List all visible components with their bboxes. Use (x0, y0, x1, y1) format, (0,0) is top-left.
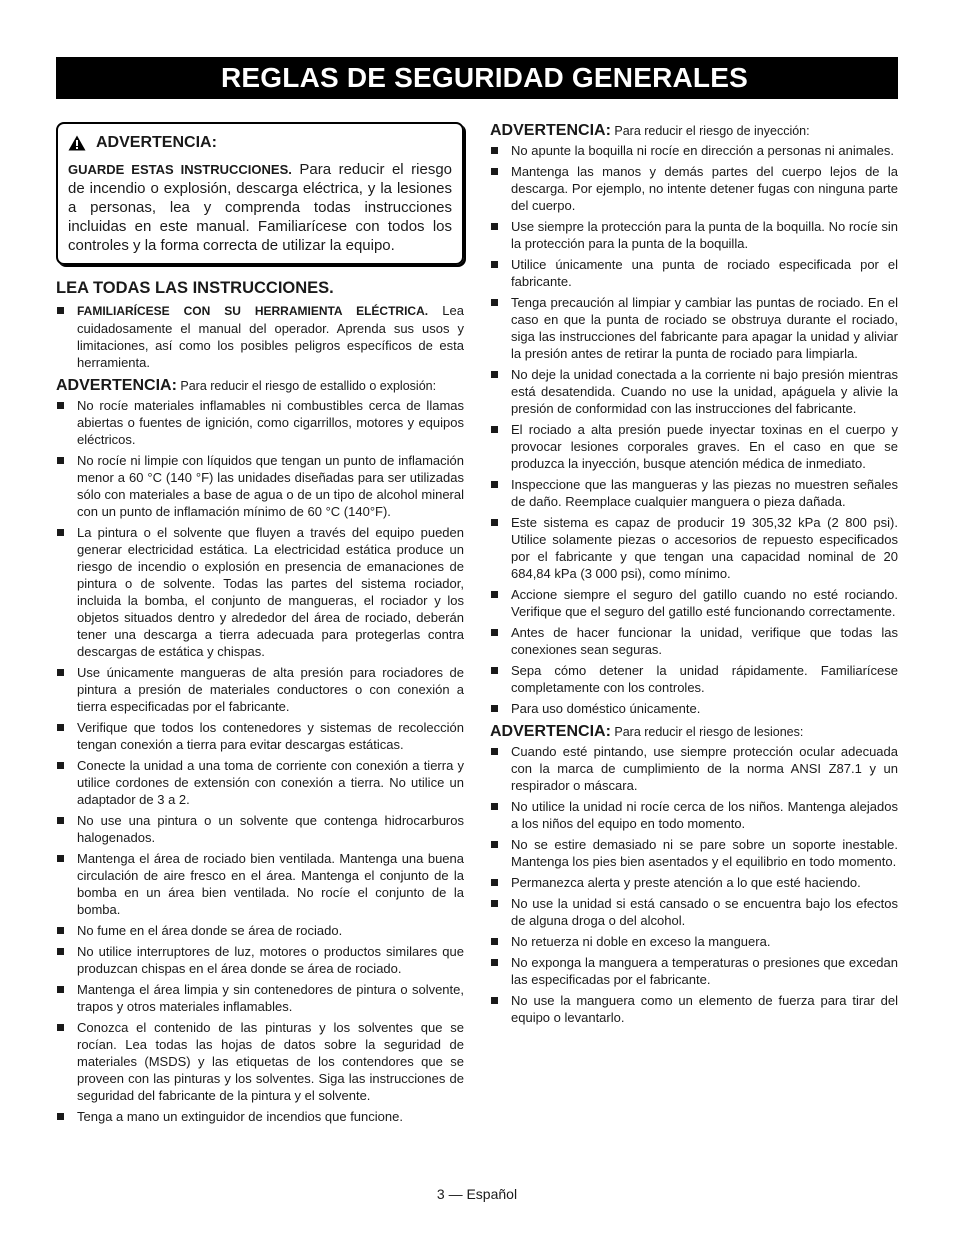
list-item: No retuerza ni doble en exceso la manguera. (490, 933, 898, 950)
explosion-warning-list (56, 397, 464, 1125)
warning-triangle-icon (68, 135, 86, 151)
list-item: No utilice la unidad ni rocíe cerca de los niños. Mantenga alejados a los niños del equipo en todo momento. (490, 798, 898, 832)
list-item: No use la manguera como un elemento de fuerza para tirar del equipo o levantarlo. (490, 992, 898, 1026)
page-footer: 3 — Español (436, 1186, 518, 1202)
warning-label: ADVERTENCIA: (56, 377, 177, 394)
warning-label: ADVERTENCIA: (490, 723, 611, 740)
list-item: No se estire demasiado ni se pare sobre un soporte inestable. Mantenga los pies bien asentados y el equilibrio en todo momento. (490, 836, 898, 870)
list-item: Este sistema es capaz de producir 19 305,32 kPa (2 800 psi). Utilice solamente piezas o accesorios de repuesto especificados por el fabricante y que tengan una capacidad nominal de 20 684,84 kPa (3 000 psi), como mínimo. (490, 514, 898, 582)
warning-box-text (68, 160, 452, 255)
list-item: Permanezca alerta y preste atención a lo que esté haciendo. (490, 874, 898, 891)
list-item: Conecte la unidad a una toma de corriente con conexión a tierra y utilice cordones de extensión con conexión a tierra. No utilice un adaptador de 3 a 2. (56, 757, 464, 808)
warning-box-body: Para reducir el riesgo de incendio o explosión, descarga eléctrica, y la lesiones a personas, lea y comprenda todas instrucciones incluidas en este manual. Familiarícese con todos los controles y la forma correcta de utilizar la equipo. (68, 161, 453, 254)
list-item: No utilice interruptores de luz, motores o productos similares que produzcan chispas en el área donde se área de rociado. (56, 943, 464, 977)
list-item-lead: FAMILIARÍCESE CON SU HERRAMIENTA ELÉCTRICA. (77, 304, 429, 318)
page-title: REGLAS DE SEGURIDAD GENERALES (221, 62, 748, 93)
list-item: Tenga a mano un extinguidor de incendios que funcione. (56, 1108, 464, 1125)
list-item: Use únicamente mangueras de alta presión para rociadores de pintura a presión de materiales conductores o con conexión a tierra especificadas por el fabricante. (56, 664, 464, 715)
read-all-heading: LEA TODAS LAS INSTRUCCIONES. (56, 279, 334, 297)
injection-warning-list (490, 142, 898, 717)
warning-box-header (68, 134, 452, 152)
list-item: Verifique que todos los contenedores y sistemas de recolección tengan conexión a tierra para evitar descargas estáticas. (56, 719, 464, 753)
list-item: La pintura o el solvente que fluyen a través del equipo pueden generar electricidad estática. La electricidad estática produce un riesgo de incendio o explosión en presencia de emanaciones de pintura o de solvente. Todas las partes del sistema rociador, incluida la bomba, el conjunto de mangueras, el rociador y los objetos situados dentro y alrededor del área de rociado, deberán tener una descarga a tierra adecuada para protegerlas contra descargas de estática y chispas. (56, 524, 464, 660)
list-item: Inspeccione que las mangueras y las piezas no muestren señales de daño. Reemplace cualquier manguera o pieza dañada. (490, 476, 898, 510)
list-item: Mantenga las manos y demás partes del cuerpo lejos de la descarga. Por ejemplo, no intente detener fugas con ninguna parte del cuerpo. (490, 163, 898, 214)
warning-box-lead: GUARDE ESTAS INSTRUCCIONES. (68, 162, 292, 177)
list-item: Cuando esté pintando, use siempre protección ocular adecuada con la marca de cumplimiento de la norma ANSI Z87.1 y un respirador o máscara. (490, 743, 898, 794)
injury-warning-list (490, 743, 898, 1026)
right-column (490, 122, 898, 1030)
list-item: Sepa cómo detener la unidad rápidamente. Familiarícese completamente con los controles. (490, 662, 898, 696)
page-title-banner (56, 57, 898, 99)
list-item: Antes de hacer funcionar la unidad, verifique que todas las conexiones sean seguras. (490, 624, 898, 658)
list-item: No exponga la manguera a temperaturas o presiones que excedan las especificadas por el fabricante. (490, 954, 898, 988)
left-column (56, 122, 464, 1129)
list-item: No use una pintura o un solvente que contenga hidrocarburos halogenados. (56, 812, 464, 846)
injection-warning-heading (490, 122, 898, 140)
list-item: Use siempre la protección para la punta de la boquilla. No rocíe sin la protección para la punta de la boquilla. (490, 218, 898, 252)
list-item: Conozca el contenido de las pinturas y los solventes que se rocían. Lea todas las hojas de datos sobre la seguridad de materiales (MSDS) y las etiquetas de los contendores que se proveen con las pinturas y los solventes. Siga las instrucciones de seguridad del fabricante de la pintura y el solvente. (56, 1019, 464, 1104)
list-item: No deje la unidad conectada a la corriente ni bajo presión mientras está desatendida. Cuando no use la unidad, apáguela y alivie la presión de conformidad con las instrucciones del fabricante. (490, 366, 898, 417)
warning-box (56, 122, 464, 265)
list-item: Tenga precaución al limpiar y cambiar las puntas de rociado. En el caso en que la punta de rociado se obstruya durante el rociado, siga las instrucciones del fabricante para apagar la unidad y aliviar la presión antes de retirar la punta de rociado para limpiarla. (490, 294, 898, 362)
warning-label: ADVERTENCIA: (490, 122, 611, 139)
explosion-warning-heading (56, 377, 464, 395)
list-item-text: Lea cuidadosamente el manual del operador. Aprenda sus usos y limitaciones, así como los posibles peligros específicos de esta herramienta. (77, 303, 464, 370)
list-item: Accione siempre el seguro del gatillo cuando no esté rociando. Verifique que el seguro del gatillo esté funcionando correctamente. (490, 586, 898, 620)
list-item: Para uso doméstico únicamente. (490, 700, 898, 717)
warning-subtitle: Para reducir el riesgo de inyección: (610, 124, 810, 138)
list-item: No rocíe ni limpie con líquidos que tengan un punto de inflamación menor a 60 °C (140 °F) las unidades diseñadas para ser utilizadas sólo con materiales a base de agua o de un tipo de alcohol mineral con un punto de inflamación mínimo de 60 °C (140°F). (56, 452, 464, 520)
list-item (56, 302, 464, 371)
list-item: No fume en el área donde se área de rociado. (56, 922, 464, 939)
list-item: Utilice únicamente una punta de rociado especificada por el fabricante. (490, 256, 898, 290)
injury-warning-heading (490, 723, 898, 741)
read-all-list (56, 302, 464, 371)
list-item: Mantenga el área limpia y sin contenedores de pintura o solvente, trapos y otros materiales inflamables. (56, 981, 464, 1015)
warning-subtitle: Para reducir el riesgo de lesiones: (610, 725, 804, 739)
list-item: El rociado a alta presión puede inyectar toxinas en el cuerpo y provocar lesiones corporales graves. En el caso en que se produzca la inyección, busque atención médica de inmediato. (490, 421, 898, 472)
list-item: No apunte la boquilla ni rocíe en dirección a personas ni animales. (490, 142, 898, 159)
list-item: Mantenga el área de rociado bien ventilada. Mantenga una buena circulación de aire fresco en el área. Mantenga el conjunto de la bomba en un área bien ventilada. No rocíe el conjunto de la bomba. (56, 850, 464, 918)
warning-box-title: ADVERTENCIA: (96, 134, 217, 151)
warning-subtitle: Para reducir el riesgo de estallido o explosión: (176, 379, 437, 393)
list-item: No use la unidad si está cansado o se encuentra bajo los efectos de alguna droga o del alcohol. (490, 895, 898, 929)
list-item: No rocíe materiales inflamables ni combustibles cerca de llamas abiertas o fuentes de ignición, como cigarrillos, motores y equipos eléctricos. (56, 397, 464, 448)
